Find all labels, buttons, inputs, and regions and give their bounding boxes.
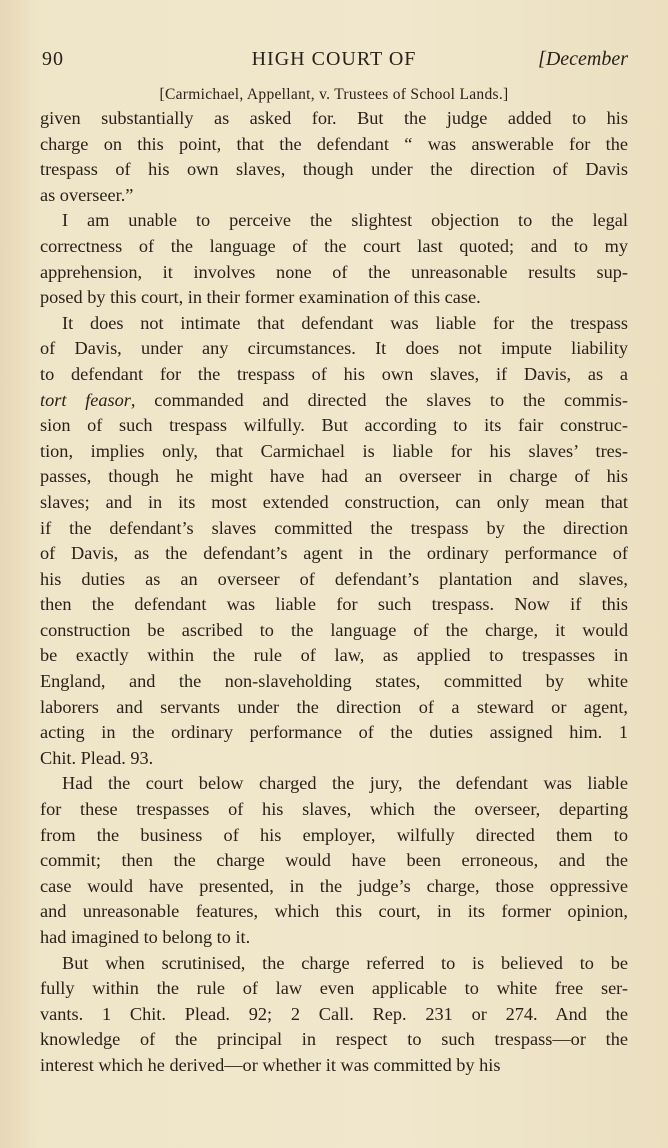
text-line: trespass of his own slaves, though under the direction of Davis <box>40 159 628 180</box>
text-line: given substantially as asked for. But the judge added to his <box>40 108 628 128</box>
text-line: for these trespasses of his slaves, which the overseer, departing <box>40 799 628 820</box>
paragraph <box>40 208 628 310</box>
text-line: fully within the rule of law even applicable to white free ser- <box>40 978 628 999</box>
running-head <box>40 48 628 78</box>
text-line: I am unable to perceive the slightest objection to the legal <box>62 210 628 231</box>
text-line: slaves; and in its most extended construction, can only mean that <box>40 491 628 512</box>
text-line: knowledge of the principal in respect to such trespass—or the <box>40 1029 628 1050</box>
text-line: if the defendant’s slaves committed the trespass by the direction <box>40 517 628 538</box>
italic-phrase: tort feasor <box>40 389 131 410</box>
text-line: case would have presented, in the judge’s charge, those oppressive <box>40 875 628 896</box>
text-line: tort feasor, commanded and directed the slaves to the commis- <box>40 389 628 410</box>
text-line: It does not intimate that defendant was liable for the trespass <box>62 312 628 333</box>
text-line: and unreasonable features, which this court, in its former opinion, <box>40 901 628 922</box>
page-number: 90 <box>42 48 64 70</box>
paragraph <box>40 311 628 772</box>
paragraph <box>40 771 628 950</box>
text-line: to defendant for the trespass of his own slaves, if Davis, as a <box>40 363 628 384</box>
case-caption: [Carmichael, Appellant, v. Trustees of School Lands.] <box>159 86 509 103</box>
paragraph <box>40 106 628 208</box>
running-month: [December <box>538 48 628 70</box>
text-line: had imagined to belong to it. <box>40 927 251 947</box>
text-line: of Davis, under any circumstances. It does not impute liability <box>40 338 628 359</box>
text-line: passes, though he might have had an overseer in charge of his <box>40 466 628 487</box>
paragraph <box>40 951 628 1079</box>
text-line: vants. 1 Chit. Plead. 92; 2 Call. Rep. 231 or 274. And the <box>40 1003 628 1024</box>
text-line: his duties as an overseer of defendant’s plantation and slaves, <box>40 568 628 589</box>
text-line: acting in the ordinary performance of the duties assigned him. 1 <box>40 722 628 743</box>
text-line: sion of such trespass wilfully. But according to its fair construc- <box>40 415 628 436</box>
text-line: then the defendant was liable for such trespass. Now if this <box>40 594 628 615</box>
text-line: construction be ascribed to the language of the charge, it would <box>40 619 628 640</box>
text-line: from the business of his employer, wilfully directed them to <box>40 824 628 845</box>
body-text <box>40 106 628 1079</box>
text-line: correctness of the language of the court last quoted; and to my <box>40 235 628 256</box>
text-line: charge on this point, that the defendant “ was answerable for the <box>40 133 628 154</box>
text-line: be exactly within the rule of law, as applied to trespasses in <box>40 645 628 666</box>
text-line: apprehension, it involves none of the unreasonable results sup- <box>40 261 628 282</box>
text-line: interest which he derived—or whether it was committed by his <box>40 1054 501 1075</box>
text-line: laborers and servants under the direction of a steward or agent, <box>40 696 628 717</box>
text-line: of Davis, as the defendant’s agent in the ordinary performance of <box>40 543 628 564</box>
text-line: England, and the non-slaveholding states, committed by white <box>40 671 628 692</box>
text-line: Chit. Plead. 93. <box>40 747 154 768</box>
running-title: HIGH COURT OF <box>251 48 417 70</box>
text-line: Had the court below charged the jury, the defendant was liable <box>62 773 628 794</box>
text-line: But when scrutinised, the charge referred to is believed to be <box>62 952 628 973</box>
text-line: posed by this court, in their former examination of this case. <box>40 287 481 308</box>
text-line: commit; then the charge would have been erroneous, and the <box>40 850 628 871</box>
text-line: tion, implies only, that Carmichael is liable for his slaves’ tres- <box>40 440 628 461</box>
text-line: as overseer.” <box>40 184 134 205</box>
